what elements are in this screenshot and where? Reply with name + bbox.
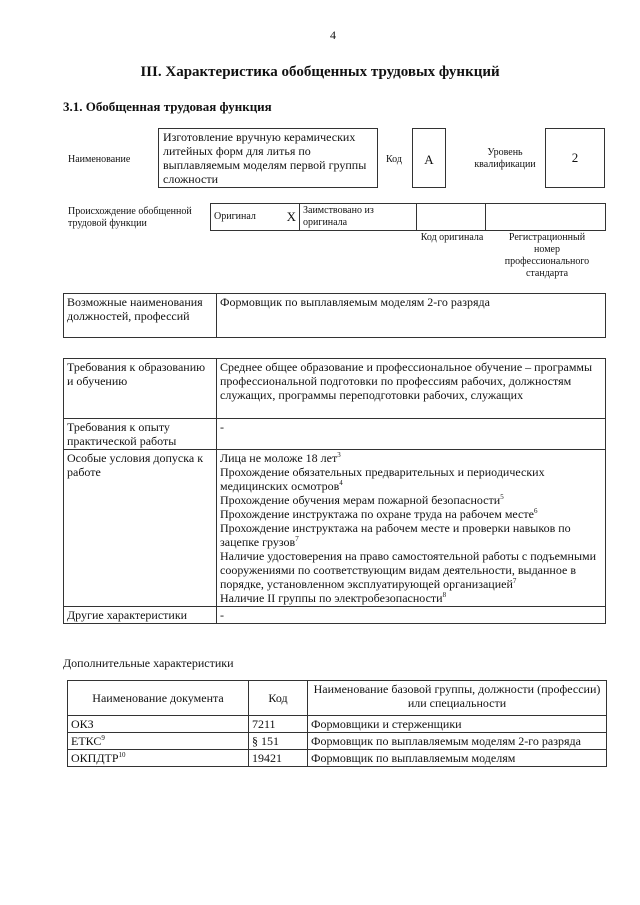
cond-item [220, 465, 602, 493]
footnote-ref: 3 [337, 451, 341, 459]
footnote-ref: 4 [339, 479, 343, 487]
edu-value: Среднее общее образование и профессиональное обучение – программы профессиональной подготовки по профессиям рабочих, должностям служащих, программы переподготовки рабочих, служащих [217, 359, 606, 419]
positions-value: Формовщик по выплавляемым моделям 2-го разряда [217, 294, 606, 338]
cond-label: Особые условия допуска к работе [64, 450, 217, 607]
origin-code-caption: Код оригинала [420, 232, 484, 243]
footnote-ref: 5 [500, 493, 504, 501]
name-value: Изготовление вручную керамических литейных форм для литья по выплавляемым моделям первой группы сложности [158, 128, 378, 188]
footnote-ref: 10 [118, 751, 126, 759]
footnote-ref: 7 [295, 535, 299, 543]
cond-item [220, 451, 602, 465]
other-value: - [217, 607, 606, 624]
name-cell: Формовщик по выплавляемым моделям [308, 750, 607, 767]
name-cell: Формовщик по выплавляемым моделям 2-го разряда [308, 733, 607, 750]
origin-original-cell [211, 204, 300, 231]
positions-label: Возможные наименования должностей, профессий [64, 294, 217, 338]
footnote-ref: 8 [442, 591, 447, 599]
cond-text: Лица не моложе 18 лет [220, 451, 338, 465]
level-value: 2 [545, 128, 605, 188]
doc-name: ОКПДТР [71, 751, 119, 765]
cond-text: Прохождение обучения мерам пожарной безопасности [220, 493, 501, 507]
extra-table [67, 680, 607, 767]
page-title: III. Характеристика обобщенных трудовых функций [140, 64, 500, 80]
origin-mark: X [286, 209, 296, 224]
positions-table [63, 293, 606, 338]
cond-text: Прохождение обязательных предварительных и периодических медицинских осмотров [220, 465, 545, 493]
cond-item [220, 591, 602, 605]
doc-cell [68, 716, 249, 733]
cond-item [220, 507, 602, 521]
extra-title: Дополнительные характеристики [63, 656, 234, 670]
code-cell: 19421 [249, 750, 308, 767]
section-heading: 3.1. Обобщенная трудовая функция [63, 99, 272, 114]
table-row [68, 733, 607, 750]
requirements-table [63, 358, 606, 624]
doc-cell [68, 750, 249, 767]
exp-label: Требования к опыту практической работы [64, 419, 217, 450]
footnote-ref: 7 [512, 577, 517, 585]
origin-table [210, 203, 606, 231]
cond-item [220, 549, 602, 591]
code-value: A [412, 128, 446, 188]
origin-reg-caption: Регистрационный номер профессионального стандарта [504, 232, 590, 279]
header-doc: Наименование документа [68, 681, 249, 716]
page-number: 4 [330, 28, 336, 42]
origin-label: Происхождение обобщенной трудовой функции [68, 206, 192, 229]
code-cell: 7211 [249, 716, 308, 733]
origin-original: Оригинал [214, 211, 256, 222]
code-cell: § 151 [249, 733, 308, 750]
cond-list [217, 450, 606, 607]
cond-text: Прохождение инструктажа по охране труда на рабочем месте [220, 507, 534, 521]
cond-item [220, 521, 602, 549]
doc-name: ЕТКС [71, 734, 102, 748]
origin-code-cell [417, 204, 486, 231]
doc-name: ОКЗ [71, 717, 94, 731]
table-row [68, 716, 607, 733]
table-row [68, 750, 607, 767]
other-label: Другие характеристики [64, 607, 217, 624]
footnote-ref: 6 [533, 507, 538, 515]
code-label: Код [386, 154, 402, 165]
header-name: Наименование базовой группы, должности (профессии) или специальности [308, 681, 607, 716]
header-code: Код [249, 681, 308, 716]
name-label: Наименование [68, 154, 131, 165]
cond-text: Наличие II группы по электробезопасности [220, 591, 443, 605]
name-cell: Формовщики и стерженщики [308, 716, 607, 733]
origin-reg-cell [486, 204, 606, 231]
cond-text: Наличие удостоверения на право самостоятельной работы с подъемными сооружениями по соответствующим видам деятельности, выданное в порядке, установленном эксплуатирующей организацией [220, 549, 597, 591]
exp-value: - [217, 419, 606, 450]
footnote-ref: 9 [101, 734, 105, 742]
level-label: Уровень квалификации [474, 147, 536, 170]
edu-label: Требования к образованию и обучению [64, 359, 217, 419]
doc-cell [68, 733, 249, 750]
origin-borrowed: Заимствовано из оригинала [300, 204, 417, 231]
cond-item [220, 493, 602, 507]
cond-text: Прохождение инструктажа на рабочем месте и проверки навыков по зацепке грузов [220, 521, 571, 549]
